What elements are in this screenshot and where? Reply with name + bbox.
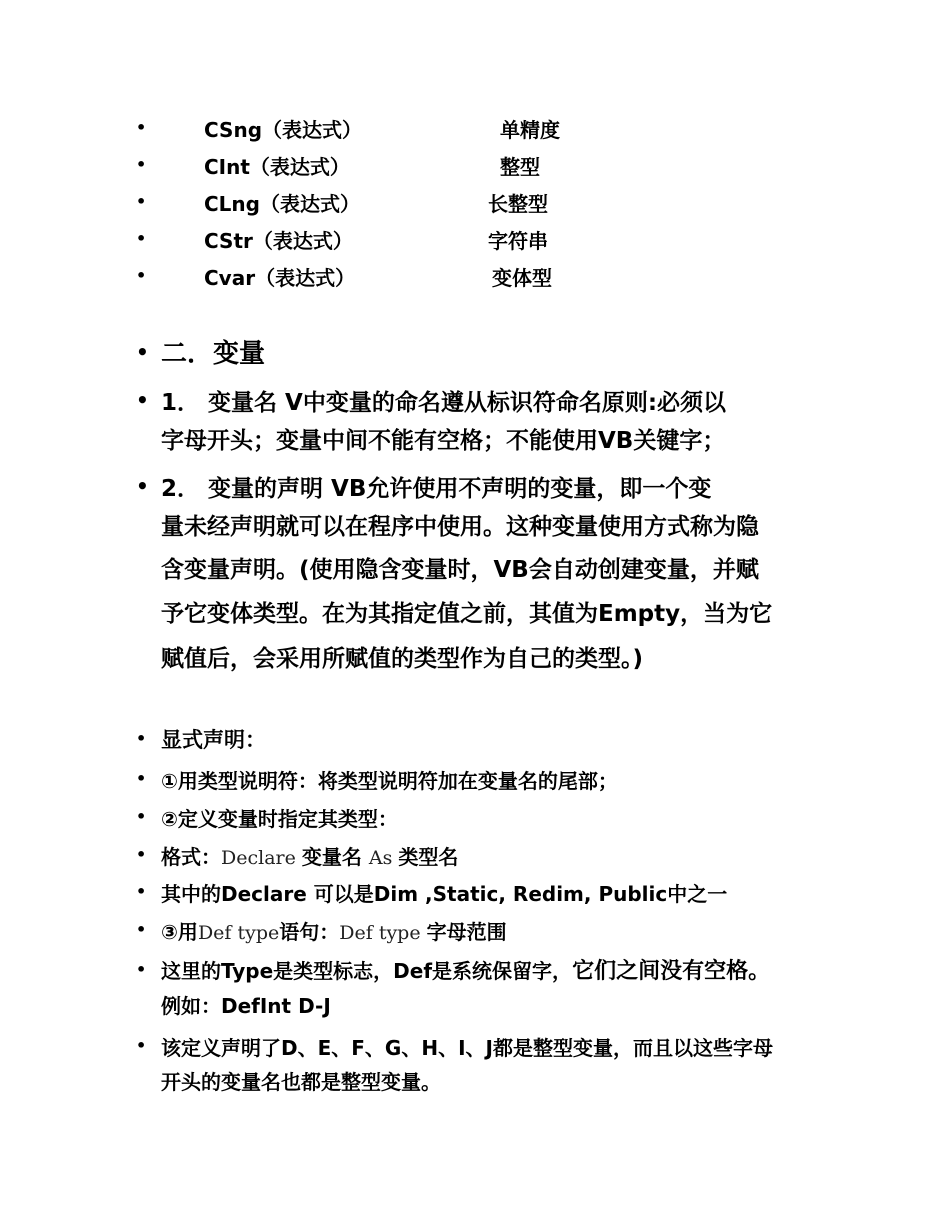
note-line: 开头的变量名也都是整型变量。 bbox=[161, 1070, 441, 1094]
method-2: ②定义变量时指定其类型： bbox=[161, 807, 398, 831]
explicit-declaration-title: 显式声明： bbox=[161, 728, 266, 752]
note-line: 该定义声明了D、E、F、G、H、I、J都是整型变量，而且以这些字母 bbox=[161, 1036, 773, 1060]
paragraph-line: 予它变体类型。在为其指定值之前，其值为Empty，当为它 bbox=[161, 601, 773, 627]
bullet: • bbox=[136, 960, 147, 979]
func-type: 单精度 bbox=[500, 118, 560, 142]
bullet: • bbox=[136, 340, 149, 364]
bullet: • bbox=[136, 882, 147, 901]
paragraph-line: 1． 变量名 V中变量的命名遵从标识符命名原则:必须以 bbox=[161, 390, 727, 416]
method-1: ①用类型说明符：将类型说明符加在变量名的尾部； bbox=[161, 769, 618, 793]
bullet: • bbox=[136, 729, 147, 748]
note-text: 这里的Type是类型标志，Def是系统保留字， bbox=[161, 959, 573, 983]
func-name: CInt（表达式） bbox=[204, 155, 350, 179]
method-text: 字母范围 bbox=[426, 920, 507, 944]
method-text: ③用 bbox=[161, 920, 198, 944]
func-name: Cvar（表达式） bbox=[204, 266, 356, 290]
bullet: • bbox=[136, 192, 147, 211]
bullet: • bbox=[136, 266, 147, 285]
func-type: 整型 bbox=[500, 155, 540, 179]
func-name: CLng（表达式） bbox=[204, 192, 360, 216]
code-keyword: Def type bbox=[197, 922, 280, 944]
paragraph-line: 量未经声明就可以在程序中使用。这种变量使用方式称为隐 bbox=[161, 514, 759, 540]
func-type: 字符串 bbox=[488, 229, 548, 253]
func-type: 变体型 bbox=[492, 266, 552, 290]
format-label: 格式： bbox=[161, 845, 221, 869]
format-text: 变量名 bbox=[301, 845, 369, 869]
format-text: 类型名 bbox=[398, 845, 459, 869]
method-text: 语句： bbox=[279, 920, 340, 944]
note-example: 例如：DefInt D-J bbox=[161, 994, 331, 1018]
code-keyword: Declare bbox=[221, 847, 302, 869]
bullet: • bbox=[136, 388, 149, 412]
bullet: • bbox=[136, 474, 149, 498]
bullet: • bbox=[136, 229, 147, 248]
func-name: CStr（表达式） bbox=[204, 229, 353, 253]
bullet: • bbox=[136, 807, 147, 826]
bullet: • bbox=[136, 155, 147, 174]
note-text: 它们之间没有空格。 bbox=[572, 959, 771, 984]
bullet: • bbox=[136, 769, 147, 788]
bullet: • bbox=[136, 920, 147, 939]
func-type: 长整型 bbox=[488, 192, 548, 216]
bullet: • bbox=[136, 1036, 147, 1055]
code-keyword: As bbox=[368, 847, 399, 869]
declare-note: 其中的Declare 可以是Dim ,Static, Redim, Public中之一 bbox=[161, 882, 728, 906]
bullet: • bbox=[136, 118, 147, 137]
method-3 bbox=[161, 916, 507, 945]
paragraph-line: 含变量声明。(使用隐含变量时，VB会自动创建变量，并赋 bbox=[161, 557, 759, 583]
section-title: 二．变量 bbox=[161, 339, 266, 369]
format-line bbox=[161, 841, 458, 870]
paragraph-line: 2． 变量的声明 VB允许使用不声明的变量，即一个变 bbox=[161, 476, 712, 502]
paragraph-line: 字母开头；变量中间不能有空格；不能使用VB关键字； bbox=[161, 428, 726, 454]
bullet: • bbox=[136, 845, 147, 864]
code-keyword: Def type bbox=[339, 922, 427, 944]
paragraph-line: 赋值后，会采用所赋值的类型作为自己的类型。) bbox=[161, 646, 644, 672]
func-name: CSng（表达式） bbox=[204, 118, 363, 142]
